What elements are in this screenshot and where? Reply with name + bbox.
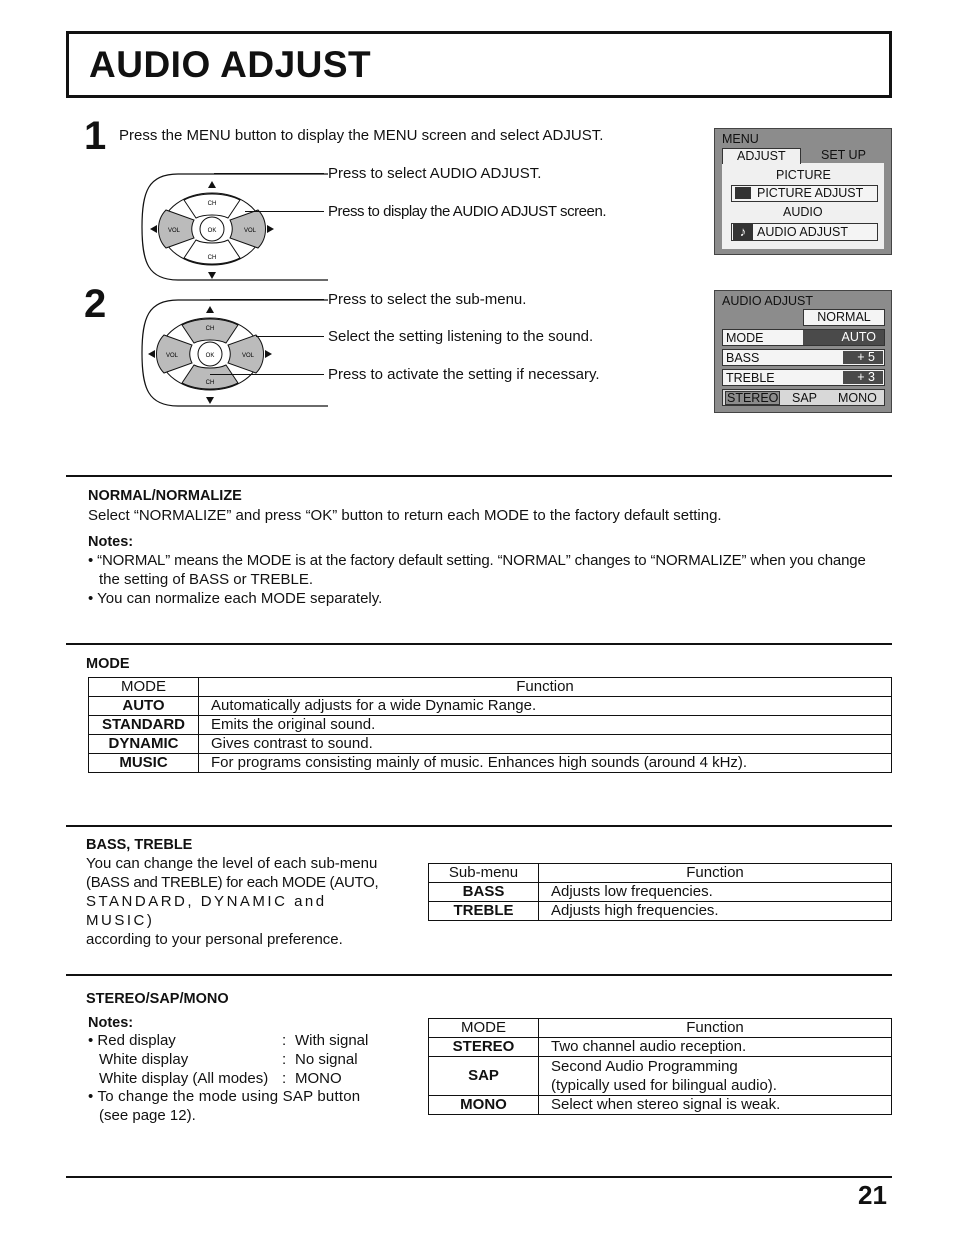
stereo-mode-function: Two channel audio reception. [539,1038,892,1057]
normalize-heading: NORMAL/NORMALIZE [88,488,242,504]
ch-down-arrow-icon [206,397,214,404]
mode-value: AUTO [803,330,884,345]
stereo-note-sap: • To change the mode using SAP button [88,1088,361,1105]
step-1-instruction: Press the MENU button to display the MENU screen and select ADJUST. [119,127,604,144]
column-header: MODE [89,678,199,697]
treble-value: + 3 [843,371,883,384]
bass-treble-heading: BASS, TREBLE [86,837,193,853]
output-stereo[interactable]: STEREO [727,391,779,405]
output-row [722,389,885,406]
stereo-note-white-all: White display (All modes) [99,1070,269,1087]
submenu-function: Adjusts low frequencies. [539,883,892,902]
submenu-name: TREBLE [429,902,539,921]
mode-name: STANDARD [89,716,199,735]
stereo-notes-heading: Notes: [88,1015,134,1031]
audio-adjust-osd [714,290,892,413]
picture-label: PICTURE [776,168,831,182]
step-1-callout-2: Press to display the AUDIO ADJUST screen. [328,203,607,220]
column-header: MODE [429,1019,539,1038]
menu-osd [714,128,892,255]
table-header-row [429,1019,892,1038]
normalize-note-2: • You can normalize each MODE separately. [88,590,383,607]
callout-line [256,336,324,337]
table-header-row [89,678,892,697]
vol-right-arrow-icon [265,350,272,358]
normalize-note-1: • “NORMAL” means the MODE is at the factory default setting. “NORMAL” changes to “NORMALIZE” when you change [88,552,866,569]
stereo-heading: STEREO/SAP/MONO [86,991,229,1007]
mode-function: Gives contrast to sound. [199,735,892,754]
bass-row[interactable]: BASS + 5 [722,349,885,366]
step-2-callout-2: Select the setting listening to the sound. [328,328,594,345]
table-row [89,735,892,754]
footer-divider [66,1176,892,1178]
audio-adjust-item[interactable]: ♪ AUDIO ADJUST [731,223,878,241]
section-divider [66,475,892,477]
output-sap[interactable]: SAP [792,391,818,405]
mode-function: For programs consisting mainly of music. Enhances high sounds (around 4 kHz). [199,754,892,773]
svg-text:CH: CH [207,201,217,207]
ch-up-arrow-icon [208,181,216,188]
normalize-notes-heading: Notes: [88,534,134,550]
menu-osd-title: MENU [722,132,759,146]
column-header: Function [539,864,892,883]
callout-line [214,173,324,174]
submenu-function: Adjusts high frequencies. [539,902,892,921]
svg-text:CH: CH [205,380,215,386]
step-2-number: 2 [84,282,107,326]
svg-text:OK: OK [207,228,217,234]
table-row [89,754,892,773]
normalize-text: Select “NORMALIZE” and press “OK” button to return each MODE to the factory default setting. [88,507,722,524]
page-title: AUDIO ADJUST [89,44,372,85]
vol-left-arrow-icon [150,225,157,233]
bass-value: + 5 [843,351,883,364]
column-header: Sub-menu [429,864,539,883]
tab-adjust[interactable]: ADJUST [722,148,801,164]
svg-text:VOL: VOL [241,353,255,359]
svg-text:VOL: VOL [167,228,181,234]
svg-text:CH: CH [205,326,215,332]
stereo-mode-function: Select when stereo signal is weak. [539,1096,892,1115]
stereo-note-red: • Red display [88,1032,176,1049]
table-row [429,902,892,921]
svg-text:CH: CH [207,255,217,261]
table-row [429,1057,892,1096]
treble-row[interactable]: TREBLE + 3 [722,369,885,386]
ch-up-arrow-icon [206,306,214,313]
section-divider [66,825,892,827]
ch-down-arrow-icon [208,272,216,279]
picture-adjust-item[interactable]: PICTURE ADJUST [731,185,878,202]
title-box [66,31,892,98]
table-row [89,697,892,716]
picture-adjust-icon [735,187,751,199]
stereo-mode-name: SAP [429,1057,539,1096]
step-1-callout-1: Press to select AUDIO ADJUST. [328,165,542,182]
stereo-mode-name: STEREO [429,1038,539,1057]
music-note-icon: ♪ [733,224,753,240]
table-header-row [429,864,892,883]
callout-line [245,211,324,212]
vol-left-arrow-icon [148,350,155,358]
table-row [429,1096,892,1115]
step-2-callout-3: Press to activate the setting if necessary. [328,366,600,383]
output-mono[interactable]: MONO [838,391,877,405]
stereo-mode-function: Second Audio Programming (typically used for bilingual audio). [539,1057,892,1096]
mode-name: MUSIC [89,754,199,773]
svg-text:OK: OK [205,353,215,359]
callout-line [210,374,324,375]
mode-function: Automatically adjusts for a wide Dynamic Range. [199,697,892,716]
svg-text:VOL: VOL [243,228,257,234]
section-divider [66,643,892,645]
table-row [429,883,892,902]
step-1-number: 1 [84,114,107,158]
audio-osd-title: AUDIO ADJUST [722,294,813,308]
mode-row[interactable]: MODE AUTO [722,329,885,346]
bass-treble-table [428,863,892,921]
stereo-mode-name: MONO [429,1096,539,1115]
bass-treble-text: You can change the level of each sub-menu (BASS and TREBLE) for each MODE (AUTO, STANDARD, DYNAMIC and MUSIC) according to your personal preference. [86,855,379,948]
column-header: Function [539,1019,892,1038]
section-divider [66,974,892,976]
remote-pad-2 [138,298,338,408]
remote-pad-1 [138,172,338,282]
table-row [89,716,892,735]
stereo-note-sap-cont: (see page 12). [99,1107,196,1124]
column-header: Function [199,678,892,697]
vol-right-arrow-icon [267,225,274,233]
stereo-table [428,1018,892,1115]
mode-table [88,677,892,773]
step-2-callout-1: Press to select the sub-menu. [328,291,527,308]
svg-text:VOL: VOL [165,353,179,359]
submenu-name: BASS [429,883,539,902]
normal-button[interactable]: NORMAL [803,309,885,326]
table-row [429,1038,892,1057]
stereo-note-white: White display [99,1051,189,1068]
mode-function: Emits the original sound. [199,716,892,735]
page-number: 21 [858,1180,887,1210]
mode-heading: MODE [86,656,130,672]
tab-setup[interactable]: SET UP [821,148,866,162]
normalize-note-1-cont: the setting of BASS or TREBLE. [99,571,313,588]
callout-line [210,299,324,300]
audio-label: AUDIO [783,205,823,219]
mode-name: DYNAMIC [89,735,199,754]
mode-name: AUTO [89,697,199,716]
